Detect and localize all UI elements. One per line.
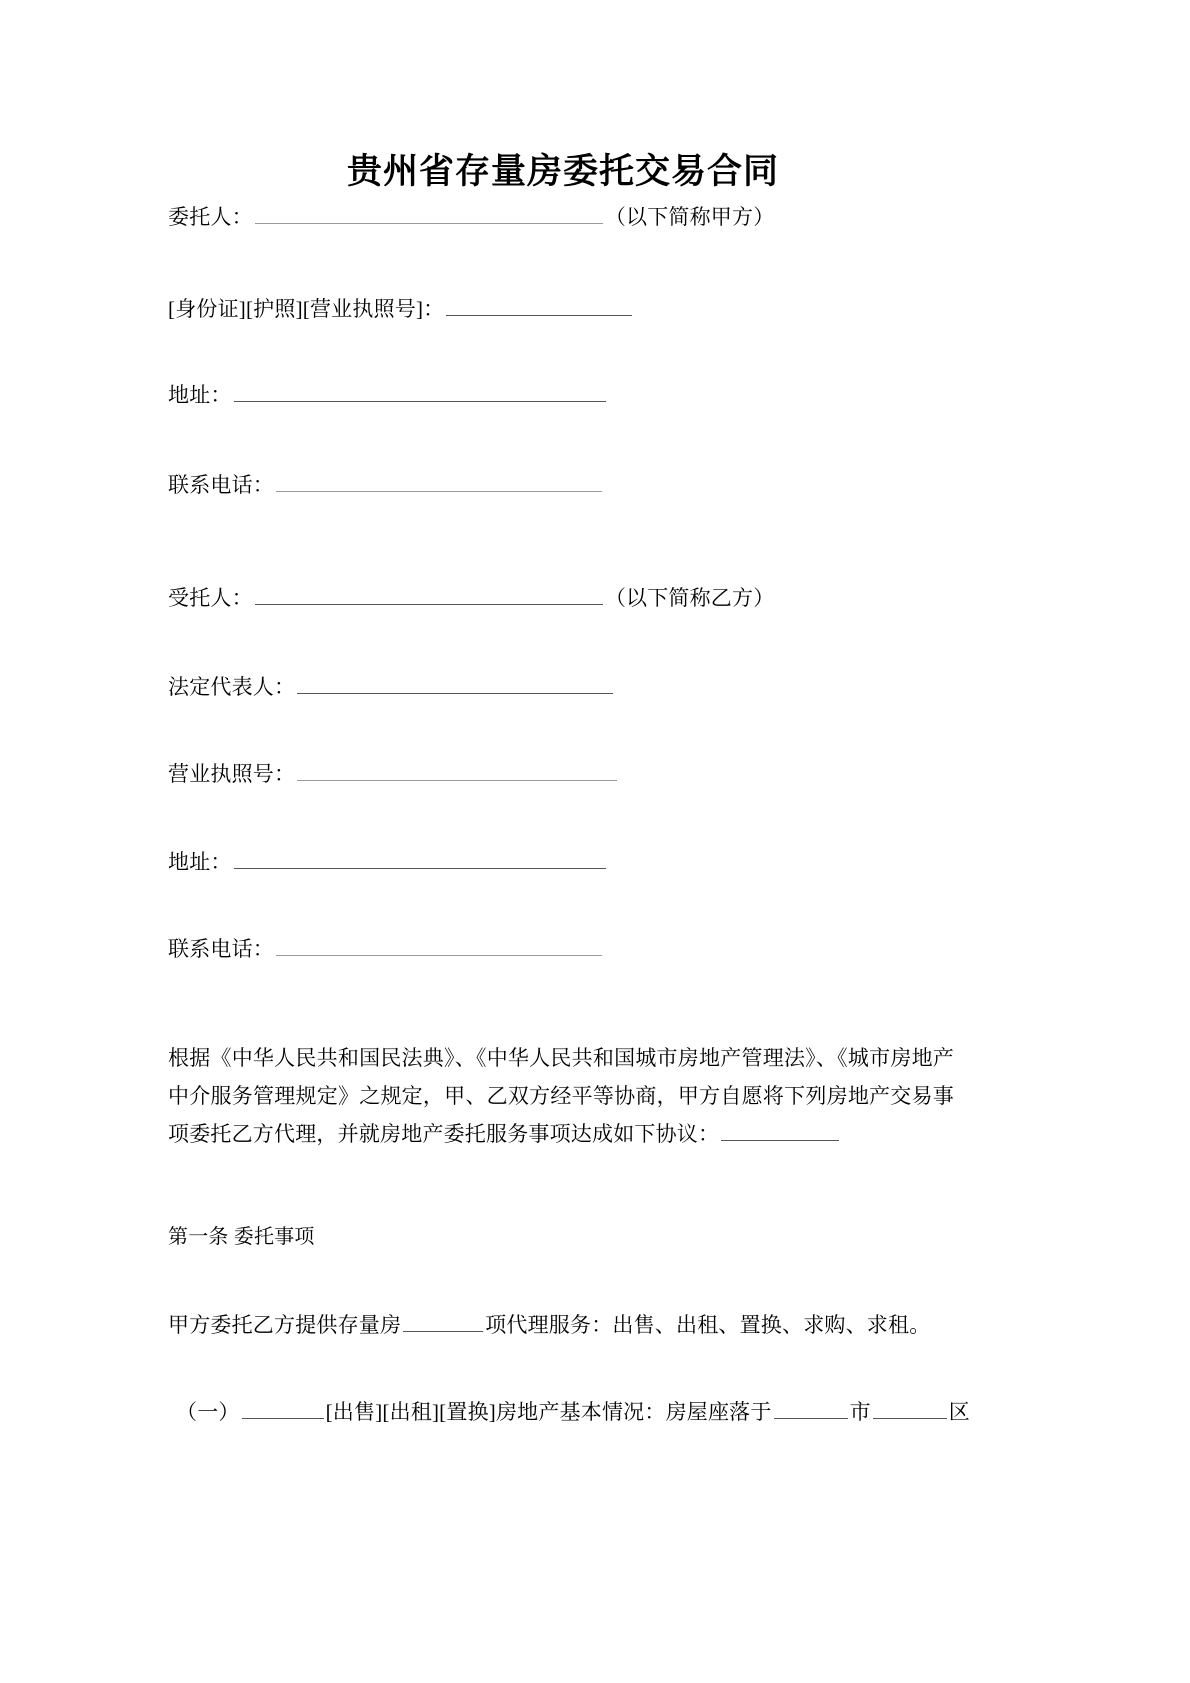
field-legal-representative bbox=[168, 672, 615, 702]
field-party-a-phone-blank[interactable] bbox=[276, 472, 602, 492]
field-party-b-address bbox=[168, 847, 608, 877]
article-1-body-prefix: 甲方委托乙方提供存量房 bbox=[168, 1313, 402, 1337]
field-legal-representative-blank[interactable] bbox=[297, 674, 613, 694]
page-title: 贵州省存量房委托交易合同 bbox=[346, 152, 779, 191]
article-1-heading: 第一条 委托事项 bbox=[168, 1226, 315, 1248]
preamble-text: 根据《中华人民共和国民法典》、《中华人民共和国城市房地产管理法》、《城市房地产中介服务管理规定》之规定，甲、乙双方经平等协商，甲方自愿将下列房地产交易事项委托乙方代理，并就房地产委托服务事项达成如下协议： bbox=[168, 1046, 954, 1146]
field-trustee-suffix: （以下简称乙方） bbox=[604, 586, 775, 610]
article-1-city-label: 市 bbox=[849, 1400, 871, 1424]
article-1-item-1-prefix: （一） bbox=[176, 1400, 240, 1424]
field-id-number-label: [身份证][护照][营业执照号]： bbox=[168, 297, 445, 321]
article-1-body-suffix: 项代理服务：出售、出租、置换、求购、求租。 bbox=[485, 1313, 931, 1337]
preamble-blank[interactable] bbox=[721, 1121, 839, 1141]
article-1-district-blank[interactable] bbox=[873, 1399, 947, 1419]
field-party-a-address-blank[interactable] bbox=[234, 382, 606, 402]
article-1-body bbox=[168, 1309, 930, 1341]
article-1-district-label: 区 bbox=[948, 1400, 970, 1424]
field-trustee-blank[interactable] bbox=[255, 585, 603, 605]
field-id-number-blank[interactable] bbox=[446, 296, 632, 316]
field-entrustor-blank[interactable] bbox=[255, 204, 603, 224]
field-party-a-address-label: 地址： bbox=[168, 383, 232, 407]
field-business-license bbox=[168, 759, 619, 789]
article-1-item-1-mid: [出售][出租][置换]房地产基本情况：房屋座落于 bbox=[325, 1400, 772, 1424]
field-party-b-address-blank[interactable] bbox=[234, 849, 606, 869]
field-party-b-phone-label: 联系电话： bbox=[168, 937, 274, 961]
field-party-a-address bbox=[168, 380, 608, 410]
article-1-item-1-blank[interactable] bbox=[242, 1399, 324, 1419]
field-party-b-address-label: 地址： bbox=[168, 850, 232, 874]
field-party-a-phone bbox=[168, 470, 604, 500]
field-trustee bbox=[168, 583, 774, 613]
preamble-paragraph bbox=[168, 1039, 954, 1153]
article-1-service-count-blank[interactable] bbox=[403, 1312, 483, 1332]
field-entrustor bbox=[168, 202, 774, 232]
field-trustee-label: 受托人： bbox=[168, 586, 253, 610]
article-1-city-blank[interactable] bbox=[774, 1399, 848, 1419]
field-id-number bbox=[168, 294, 634, 324]
field-party-a-phone-label: 联系电话： bbox=[168, 473, 274, 497]
field-party-b-phone bbox=[168, 934, 604, 964]
field-entrustor-suffix: （以下简称甲方） bbox=[604, 205, 775, 229]
article-1-item-1 bbox=[168, 1396, 970, 1428]
field-entrustor-label: 委托人： bbox=[168, 205, 253, 229]
field-party-b-phone-blank[interactable] bbox=[276, 936, 602, 956]
field-business-license-blank[interactable] bbox=[297, 761, 617, 781]
field-legal-representative-label: 法定代表人： bbox=[168, 675, 296, 699]
field-business-license-label: 营业执照号： bbox=[168, 762, 296, 786]
